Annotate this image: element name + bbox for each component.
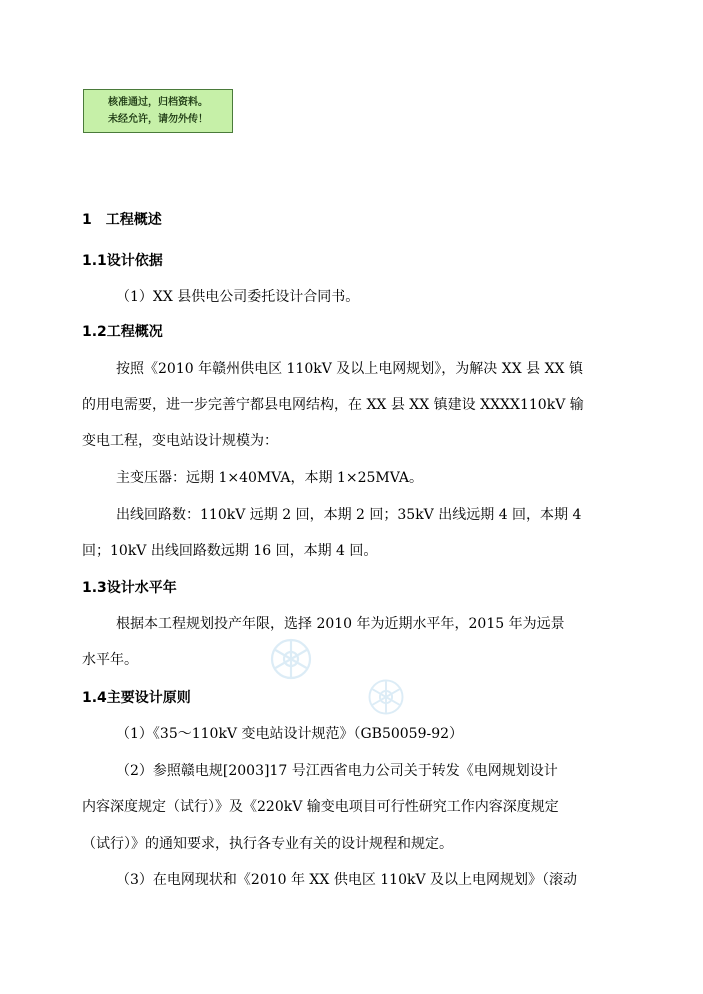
section-1-4-title: 1.4主要设计原则 xyxy=(82,690,191,706)
paragraph-line: 的用电需要，进一步完善宁都县电网结构，在 XX 县 XX 镇建设 XXXX110kV 输 xyxy=(82,397,584,413)
paragraph-line: 主变压器：远期 1×40MVA，本期 1×25MVA。 xyxy=(116,470,424,486)
paragraph-line: 按照《2010 年赣州供电区 110kV 及以上电网规划》，为解决 XX 县 XX 镇 xyxy=(116,361,583,377)
paragraph-line: （3）在电网现状和《2010 年 XX 供电区 110kV 及以上电网规划》（滚动 xyxy=(116,872,578,888)
paragraph-line: 回；10kV 出线回路数远期 16 回，本期 4 回。 xyxy=(82,543,378,559)
section-1-1-title: 1.1设计依据 xyxy=(82,253,163,269)
paragraph-line: 根据本工程规划投产年限，选择 2010 年为近期水平年，2015 年为远景 xyxy=(116,616,565,632)
paragraph-line: 水平年。 xyxy=(82,652,138,668)
paragraph-line: 变电工程，变电站设计规模为： xyxy=(82,433,278,449)
notice-line-1: 核准通过，归档资料。 xyxy=(108,97,208,108)
section-1-2-title: 1.2工程概况 xyxy=(82,324,163,340)
paragraph-line: （试行）》的通知要求，执行各专业有关的设计规程和规定。 xyxy=(82,836,453,852)
notice-line-2: 未经允许，请勿外传！ xyxy=(108,114,208,125)
paragraph-line: 出线回路数：110kV 远期 2 回，本期 2 回；35kV 出线远期 4 回，本期 4 xyxy=(116,507,582,523)
paragraph-line: （1）XX 县供电公司委托设计合同书。 xyxy=(116,289,360,305)
section-1-title: 1 工程概述 xyxy=(82,212,162,228)
section-1-3-title: 1.3设计水平年 xyxy=(82,580,177,596)
snowflake-watermark-icon xyxy=(366,677,406,717)
paragraph-line: （1）《35～110kV 变电站设计规范》（GB50059-92） xyxy=(116,726,464,742)
paragraph-line: 内容深度规定（试行）》及《220kV 输变电项目可行性研究工作内容深度规定 xyxy=(82,799,559,815)
paragraph-line: （2）参照赣电规[2003]17 号江西省电力公司关于转发《电网规划设计 xyxy=(116,763,558,779)
snowflake-watermark-icon xyxy=(268,636,314,682)
approval-notice-box xyxy=(83,89,233,133)
